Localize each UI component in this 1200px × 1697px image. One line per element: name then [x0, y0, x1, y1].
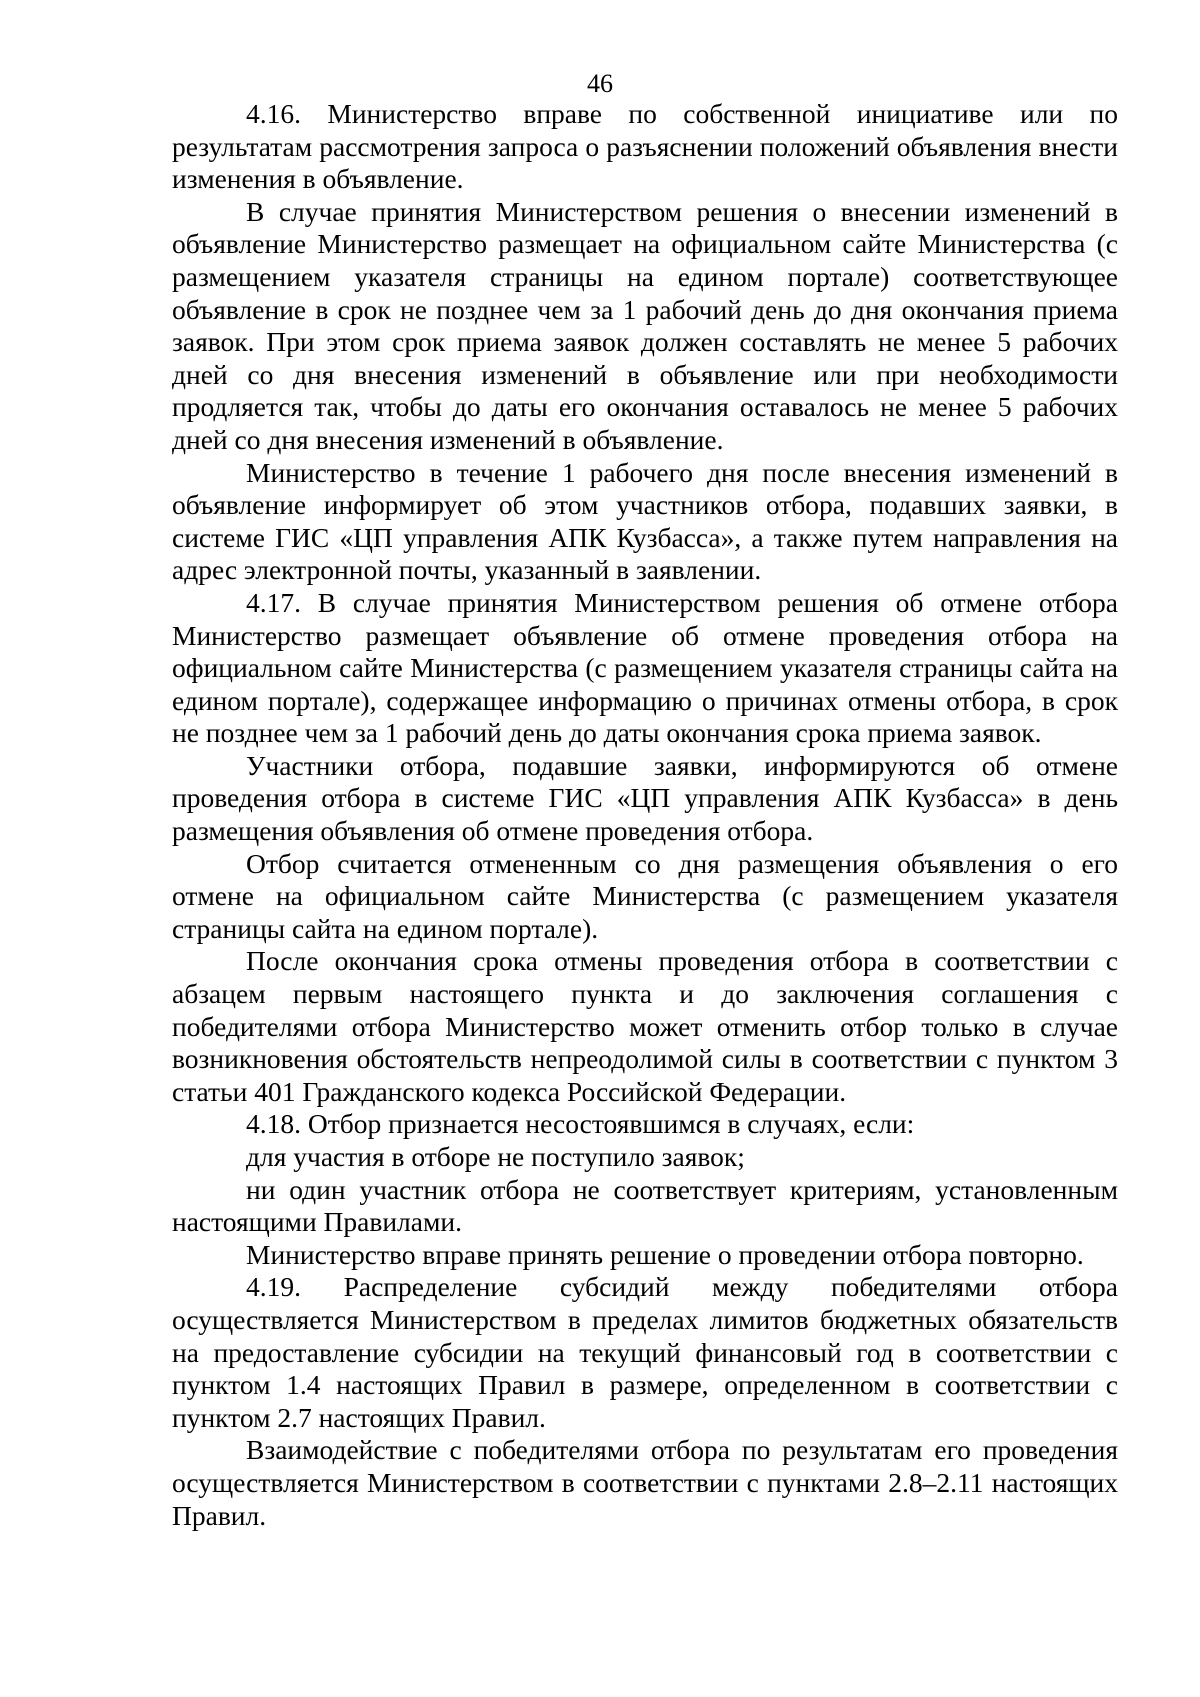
paragraph-cancellation-date: Отбор считается отмененным со дня размещения объявления о его отмене на официальном сайте Министерства (с размещением указателя страницы сайта на едином портале). — [172, 847, 1118, 944]
paragraph-4-16: 4.16. Министерство вправе по собственной инициативе или по результатам рассмотрения запроса о разъяснении положений объявления внести изменения в объявление. — [172, 98, 1118, 195]
paragraph-force-majeure: После окончания срока отмены проведения отбора в соответствии с абзацем первым настоящего пункта и до заключения соглашения с победителями отбора Министерство может отменить отбор только в случае возникновения обстоятельств непреодолимой силы в соответствии с пунктом 3 статьи 401 Гражданского кодекса Российской Федерации. — [172, 945, 1118, 1107]
page-number: 46 — [587, 69, 613, 98]
paragraph-no-applications: для участия в отборе не поступило заявок; — [246, 1141, 745, 1172]
paragraph-4-18: 4.18. Отбор признается несостоявшимся в случаях, если: — [246, 1108, 915, 1140]
paragraph-4-19: 4.19. Распределение субсидий между победителями отбора осуществляется Министерством в пределах лимитов бюджетных обязательств на предоставление субсидии на текущий финансовый год в соответствии с пунктом 1.4 настоящих Правил в размере, определенном в соответствии с пунктом 2.7 настоящих Правил. — [172, 1271, 1118, 1433]
paragraph-changes-procedure: В случае принятия Министерством решения о внесении изменений в объявление Министерство размещает на официальном сайте Министерства (с размещением указателя страницы на едином портале) соответствующее объявление в срок не позднее чем за 1 рабочий день до дня окончания приема заявок. При этом срок приема заявок должен составлять не менее 5 рабочих дней со дня внесения изменений в объявление или при необходимости продляется так, чтобы до даты его окончания оставалось не менее 5 рабочих дней со дня внесения изменений в объявление. — [172, 195, 1118, 455]
paragraph-4-17: 4.17. В случае принятия Министерством решения об отмене отбора Министерство размещает объявление об отмене проведения отбора на официальном сайте Министерства (с размещением указателя страницы сайта на едином портале), содержащее информацию о причинах отмены отбора, в срок не позднее чем за 1 рабочий день до даты окончания срока приема заявок. — [172, 586, 1118, 749]
paragraph-winner-interaction: Взаимодействие с победителями отбора по результатам его проведения осуществляется Министерством в соответствии с пунктами 2.8–2.11 настоящих Правил. — [172, 1434, 1118, 1531]
document-body — [172, 98, 1118, 1532]
paragraph-no-eligible-participant: ни один участник отбора не соответствует критериям, установленным настоящими Правилами. — [172, 1173, 1118, 1238]
paragraph-cancellation-notice: Участники отбора, подавшие заявки, информируются об отмене проведения отбора в системе ГИС «ЦП управления АПК Кузбасса» в день размещения объявления об отмене проведения отбора. — [172, 749, 1118, 847]
paragraph-participant-notification: Министерство в течение 1 рабочего дня после внесения изменений в объявление информирует об этом участников отбора, подавших заявки, в системе ГИС «ЦП управления АПК Кузбасса», а также путем направления на адрес электронной почты, указанный в заявлении. — [172, 456, 1118, 586]
paragraph-repeat-selection: Министерство вправе принять решение о проведении отбора повторно. — [246, 1238, 1084, 1270]
